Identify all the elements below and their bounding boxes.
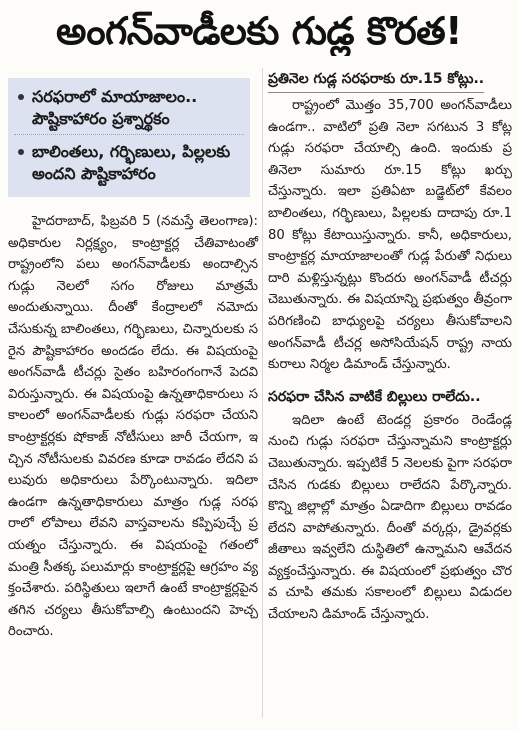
- subheading-bills-pending: సరఫరా చేసిన వాటికే బిల్లులు రాలేదు..: [268, 388, 481, 405]
- headline: అంగన్‌వాడీలకు గుడ్ల కొరత!: [55, 9, 463, 53]
- highlight-item: [14, 141, 244, 189]
- left-column: [8, 78, 258, 643]
- bullet-icon: [18, 149, 24, 155]
- article-body-left: హైదరాబాద్‌, ఫిబ్రవరి 5 (నమస్తే తెలంగాణ): అధికారుల నిర్లక్ష్యం, కాంట్రాక్టర్ల చేతివాటంతో రాష్ట్రంలోని పలు అంగన్‌వాడీలకు అందాల్సిన గుడ్లు నెలలో సగం రోజులు మాత్రమే అందుతున్నాయి. దీంతో కేంద్రాలలో నమోదు చేసుకున్న బాలింతలు, గర్భిణులు, చిన్నారులకు సరైన పౌష్టికాహారం అందడం లేదు. ఈ విషయంపై అంగన్‌వాడీ టీచర్లు సైతం బహిరంగంగానే పెదవి విరుస్తున్నారు. ఈ విషయంపై ఉన్నతాధికారులు సకాలంలో అంగన్‌వాడీలకు గుడ్లు సరఫరా చేయని కాంట్రాక్టర్లకు షోకాజ్‌ నోటీసులు జారీ చేయగా, ఇచ్చిన నోటీసులకు వివరణ కూడా రావడం లేదని పలువురు అధికారులు పేర్కొంటున్నారు. ఇదిలా ఉండగా ఉన్నతాధికారులు మాత్రం గుడ్ల సరఫరాలో లోపాలు లేవని వాస్తవాలను కప్పిపుచ్చే ప్రయత్నం చేస్తున్నారు. ఈ విషయంపై గతంలో మంత్రి సీతక్క పలుమార్లు కాంట్రాక్టర్లపై ఆగ్రహం వ్యక్తంచేశారు. పరిస్థితులు ఇలాగే ఉంటే కాంట్రాక్టర్లపైన తగిన చర్యలు తీసుకోవాల్సి ఉంటుందని హెచ్చరించారు.: [8, 214, 258, 640]
- column-divider: [262, 68, 263, 718]
- article-body-right-1: రాష్ట్రంలో మొత్తం 35,700 అంగన్‌వాడీలు ఉండగా.. వాటిలో ప్రతి నెలా సగటున 3 కోట్ల గుడ్లు సరఫరా చేయాల్సి ఉంది. ఇందుకు ప్రతినెలా సుమారు రూ.15 కోట్లు ఖర్చు చేస్తున్నారు. ఇలా ప్రతిఏటా బడ్జెట్‌లో కేవలం బాలింతలు, గర్భిణులు, పిల్లలకు దాదాపు రూ.180 కోట్లు కేటాయిస్తున్నారు. కానీ, అధికారులు, కాంట్రాక్టర్ల మాయాజాలంతో గుడ్ల పేరుతో నిధులు దారి మళ్లిస్తున్నట్లు కొందరు అంగన్‌వాడీ టీచర్లు చెబుతున్నారు. ఈ విషయాన్ని ప్రభుత్వం తీవ్రంగా పరిగణించి బాధ్యులపై చర్యలు తీసుకోవాలని అంగన్‌వాడీ టీచర్ల అసోసియేషన్‌ రాష్ట్ర నాయకురాలు నిర్మల డిమాండ్‌ చేస్తున్నారు.: [268, 98, 512, 373]
- subheading-monthly-supply: ప్రతినెల గుడ్ల సరఫరాకు రూ.15 కోట్లు..: [268, 68, 484, 93]
- highlight-text: బాలింతలు, గర్భిణులు, పిల్లలకు అందని పౌష్టికాహారం: [32, 142, 231, 183]
- bullet-icon: [18, 94, 24, 100]
- article-body-right-2: ఇదిలా ఉంటే టెండర్ల ప్రకారం రెండేండ్ల నుంచి గుడ్లు సరఫరా చేస్తున్నామని కాంట్రాక్టర్లు చెబుతున్నారు. ఇప్పటికే 5 నెలలకు పైగా సరఫరా చేసిన గుడకు బిల్లులు రాలేదని పేర్కొన్నారు. కొన్ని జిల్లాల్లో మాత్రం ఏడాదిగా బిల్లులు రావడం లేదని వాపోతున్నారు. దీంతో వర్కర్లు, డ్రైవర్లకు జీతాలు ఇవ్వలేని దుస్థితిలో ఉన్నామని ఆవేదన వ్యక్తంచేస్తున్నారు. ఈ విషయంలో ప్రభుత్వం చొరవ చూపి తమకు సకాలంలో బిల్లులు విడుదల చేయాలని డిమాండ్‌ చేస్తున్నారు.: [268, 412, 512, 623]
- highlight-text: సరఫరాలో మాయాజాలం.. పౌష్టికాహారం ప్రశ్నార్థకం: [32, 87, 198, 128]
- highlight-item: [14, 86, 244, 135]
- right-column: [268, 68, 512, 626]
- highlights-box: [8, 78, 250, 197]
